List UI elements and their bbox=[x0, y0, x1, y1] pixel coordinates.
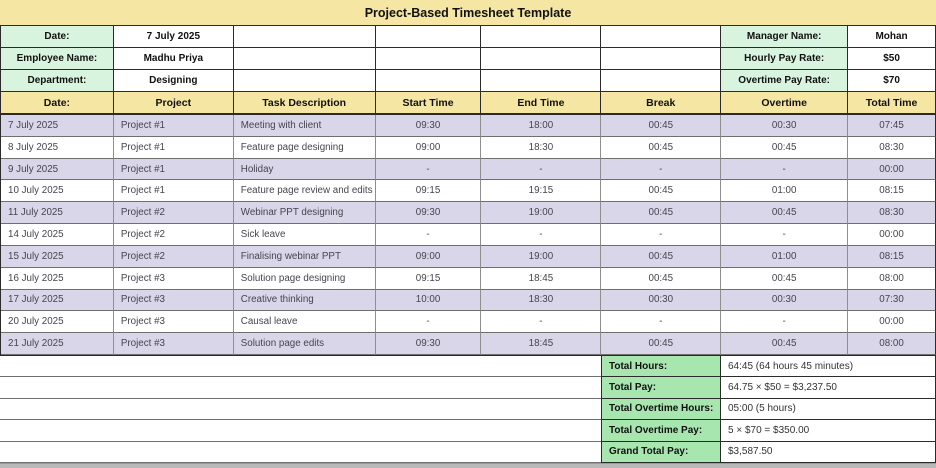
table-cell[interactable]: - bbox=[481, 159, 601, 181]
employee-name-label-cell[interactable]: Employee Name: bbox=[1, 48, 114, 70]
table-cell[interactable]: Sick leave bbox=[234, 224, 376, 246]
empty-cell[interactable] bbox=[481, 70, 601, 92]
table-cell[interactable]: 08:15 bbox=[848, 246, 936, 268]
table-cell[interactable]: 00:00 bbox=[848, 159, 936, 181]
table-cell[interactable]: 00:30 bbox=[721, 290, 848, 312]
overtime-pay-rate-label-cell[interactable]: Overtime Pay Rate: bbox=[721, 70, 848, 92]
table-cell[interactable]: - bbox=[376, 224, 482, 246]
table-cell[interactable]: 19:00 bbox=[481, 246, 601, 268]
empty-cell[interactable] bbox=[0, 442, 601, 463]
empty-cell[interactable] bbox=[0, 356, 601, 377]
header-end-time[interactable]: End Time bbox=[481, 92, 601, 115]
table-cell[interactable]: 09:15 bbox=[376, 268, 482, 290]
table-cell[interactable]: 00:45 bbox=[721, 202, 848, 224]
table-cell[interactable]: 14 July 2025 bbox=[1, 224, 114, 246]
total-label[interactable]: Total Hours: bbox=[601, 356, 721, 377]
table-cell[interactable]: 00:45 bbox=[601, 137, 721, 159]
header-task-description[interactable]: Task Description bbox=[234, 92, 376, 115]
table-cell[interactable]: - bbox=[481, 224, 601, 246]
table-cell[interactable]: - bbox=[721, 159, 848, 181]
header-date[interactable]: Date: bbox=[1, 92, 114, 115]
table-cell[interactable]: 10 July 2025 bbox=[1, 180, 114, 202]
table-cell[interactable]: 08:00 bbox=[848, 333, 936, 355]
table-cell[interactable]: Feature page designing bbox=[234, 137, 376, 159]
empty-cell[interactable] bbox=[601, 70, 721, 92]
table-cell[interactable]: Webinar PPT designing bbox=[234, 202, 376, 224]
empty-cell[interactable] bbox=[376, 26, 482, 48]
totals-section bbox=[0, 355, 936, 463]
info-section bbox=[0, 26, 936, 92]
table-cell[interactable]: 19:00 bbox=[481, 202, 601, 224]
page-title: Project-Based Timesheet Template bbox=[0, 0, 936, 26]
table-cell[interactable]: 00:45 bbox=[601, 333, 721, 355]
table-cell[interactable]: - bbox=[601, 159, 721, 181]
table-cell[interactable]: 08:15 bbox=[848, 180, 936, 202]
table-cell[interactable]: 00:00 bbox=[848, 311, 936, 333]
total-label[interactable]: Grand Total Pay: bbox=[601, 442, 721, 463]
table-cell[interactable]: - bbox=[376, 311, 482, 333]
table-cell[interactable]: 18:45 bbox=[481, 268, 601, 290]
table-cell[interactable]: 07:30 bbox=[848, 290, 936, 312]
empty-cell[interactable] bbox=[376, 48, 482, 70]
empty-cell[interactable] bbox=[234, 48, 376, 70]
table-cell[interactable]: 00:45 bbox=[721, 268, 848, 290]
table-cell[interactable]: 00:45 bbox=[601, 115, 721, 137]
table-cell[interactable]: 00:45 bbox=[721, 137, 848, 159]
empty-cell[interactable] bbox=[481, 48, 601, 70]
department-value-cell[interactable]: Designing bbox=[114, 70, 234, 92]
table-cell[interactable]: 00:45 bbox=[601, 268, 721, 290]
table-cell[interactable]: 01:00 bbox=[721, 246, 848, 268]
date-label-cell[interactable]: Date: bbox=[1, 26, 114, 48]
total-label[interactable]: Total Overtime Hours: bbox=[601, 399, 721, 420]
table-cell[interactable]: 00:00 bbox=[848, 224, 936, 246]
table-cell[interactable]: 08:00 bbox=[848, 268, 936, 290]
table-cell[interactable]: 00:45 bbox=[601, 202, 721, 224]
table-header-row bbox=[0, 92, 936, 115]
total-value[interactable]: 64:45 (64 hours 45 minutes) bbox=[721, 356, 936, 377]
empty-cell[interactable] bbox=[0, 377, 601, 398]
table-cell[interactable]: 18:30 bbox=[481, 290, 601, 312]
empty-cell[interactable] bbox=[234, 26, 376, 48]
empty-cell[interactable] bbox=[0, 399, 601, 420]
department-label-cell[interactable]: Department: bbox=[1, 70, 114, 92]
table-cell[interactable]: Feature page review and edits bbox=[234, 180, 376, 202]
empty-cell[interactable] bbox=[601, 48, 721, 70]
table-cell[interactable]: 7 July 2025 bbox=[1, 115, 114, 137]
empty-cell[interactable] bbox=[601, 26, 721, 48]
table-cell[interactable]: 00:45 bbox=[721, 333, 848, 355]
header-total-time[interactable]: Total Time bbox=[848, 92, 936, 115]
table-cell[interactable]: 16 July 2025 bbox=[1, 268, 114, 290]
table-cell[interactable]: 08:30 bbox=[848, 202, 936, 224]
table-cell[interactable]: 19:15 bbox=[481, 180, 601, 202]
table-cell[interactable]: 20 July 2025 bbox=[1, 311, 114, 333]
empty-cell[interactable] bbox=[0, 420, 601, 441]
table-cell[interactable]: Solution page edits bbox=[234, 333, 376, 355]
table-cell[interactable]: 00:45 bbox=[601, 246, 721, 268]
table-cell[interactable]: 01:00 bbox=[721, 180, 848, 202]
header-project[interactable]: Project bbox=[114, 92, 234, 115]
date-value-cell[interactable]: 7 July 2025 bbox=[114, 26, 234, 48]
table-cell[interactable]: - bbox=[721, 224, 848, 246]
table-cell[interactable]: 09:15 bbox=[376, 180, 482, 202]
table-cell[interactable]: Meeting with client bbox=[234, 115, 376, 137]
table-cell[interactable]: 8 July 2025 bbox=[1, 137, 114, 159]
empty-cell[interactable] bbox=[376, 70, 482, 92]
table-cell[interactable]: 00:30 bbox=[721, 115, 848, 137]
total-label[interactable]: Total Overtime Pay: bbox=[601, 420, 721, 441]
table-cell[interactable]: 11 July 2025 bbox=[1, 202, 114, 224]
total-value[interactable]: 5 × $70 = $350.00 bbox=[721, 420, 936, 441]
table-cell[interactable]: Project #1 bbox=[114, 115, 234, 137]
table-cell[interactable]: Project #2 bbox=[114, 246, 234, 268]
header-overtime[interactable]: Overtime bbox=[721, 92, 848, 115]
table-cell[interactable]: 00:45 bbox=[601, 180, 721, 202]
employee-name-value-cell[interactable]: Madhu Priya bbox=[114, 48, 234, 70]
table-cell[interactable]: Creative thinking bbox=[234, 290, 376, 312]
table-cell[interactable]: Project #1 bbox=[114, 137, 234, 159]
table-cell[interactable]: - bbox=[481, 311, 601, 333]
table-cell[interactable]: Project #3 bbox=[114, 290, 234, 312]
table-cell[interactable]: 09:00 bbox=[376, 137, 482, 159]
table-cell[interactable]: 18:45 bbox=[481, 333, 601, 355]
table-cell[interactable]: 09:00 bbox=[376, 246, 482, 268]
total-label[interactable]: Total Pay: bbox=[601, 377, 721, 398]
table-cell[interactable]: 00:30 bbox=[601, 290, 721, 312]
table-cell[interactable]: Causal leave bbox=[234, 311, 376, 333]
table-cell[interactable]: Project #1 bbox=[114, 159, 234, 181]
table-cell[interactable]: 18:00 bbox=[481, 115, 601, 137]
table-cell[interactable]: 15 July 2025 bbox=[1, 246, 114, 268]
table-cell[interactable]: Project #3 bbox=[114, 333, 234, 355]
table-cell[interactable]: Solution page designing bbox=[234, 268, 376, 290]
timesheet-rows bbox=[0, 115, 936, 355]
table-cell[interactable]: 09:30 bbox=[376, 202, 482, 224]
table-cell[interactable]: - bbox=[601, 311, 721, 333]
table-cell[interactable]: 17 July 2025 bbox=[1, 290, 114, 312]
overtime-pay-rate-value-cell[interactable]: $70 bbox=[848, 70, 936, 92]
table-cell[interactable]: Project #2 bbox=[114, 224, 234, 246]
sheet-bottom-edge bbox=[0, 463, 936, 468]
table-cell[interactable]: 07:45 bbox=[848, 115, 936, 137]
table-cell[interactable]: - bbox=[376, 159, 482, 181]
empty-cell[interactable] bbox=[481, 26, 601, 48]
hourly-pay-rate-label-cell[interactable]: Hourly Pay Rate: bbox=[721, 48, 848, 70]
table-cell[interactable]: Project #3 bbox=[114, 268, 234, 290]
manager-name-label-cell[interactable]: Manager Name: bbox=[721, 26, 848, 48]
manager-name-value-cell[interactable]: Mohan bbox=[848, 26, 936, 48]
total-value[interactable]: 64.75 × $50 = $3,237.50 bbox=[721, 377, 936, 398]
table-cell[interactable]: - bbox=[721, 311, 848, 333]
table-cell[interactable]: Holiday bbox=[234, 159, 376, 181]
table-cell[interactable]: 21 July 2025 bbox=[1, 333, 114, 355]
hourly-pay-rate-value-cell[interactable]: $50 bbox=[848, 48, 936, 70]
table-cell[interactable]: 09:30 bbox=[376, 115, 482, 137]
table-cell[interactable]: Project #1 bbox=[114, 180, 234, 202]
total-value[interactable]: 05:00 (5 hours) bbox=[721, 399, 936, 420]
table-cell[interactable]: - bbox=[601, 224, 721, 246]
total-value[interactable]: $3,587.50 bbox=[721, 442, 936, 463]
table-cell[interactable]: 08:30 bbox=[848, 137, 936, 159]
header-break[interactable]: Break bbox=[601, 92, 721, 115]
table-cell[interactable]: 10:00 bbox=[376, 290, 482, 312]
table-cell[interactable]: 9 July 2025 bbox=[1, 159, 114, 181]
header-start-time[interactable]: Start Time bbox=[376, 92, 482, 115]
table-cell[interactable]: Project #2 bbox=[114, 202, 234, 224]
table-cell[interactable]: Project #3 bbox=[114, 311, 234, 333]
empty-cell[interactable] bbox=[234, 70, 376, 92]
table-cell[interactable]: 18:30 bbox=[481, 137, 601, 159]
table-cell[interactable]: 09:30 bbox=[376, 333, 482, 355]
table-cell[interactable]: Finalising webinar PPT bbox=[234, 246, 376, 268]
